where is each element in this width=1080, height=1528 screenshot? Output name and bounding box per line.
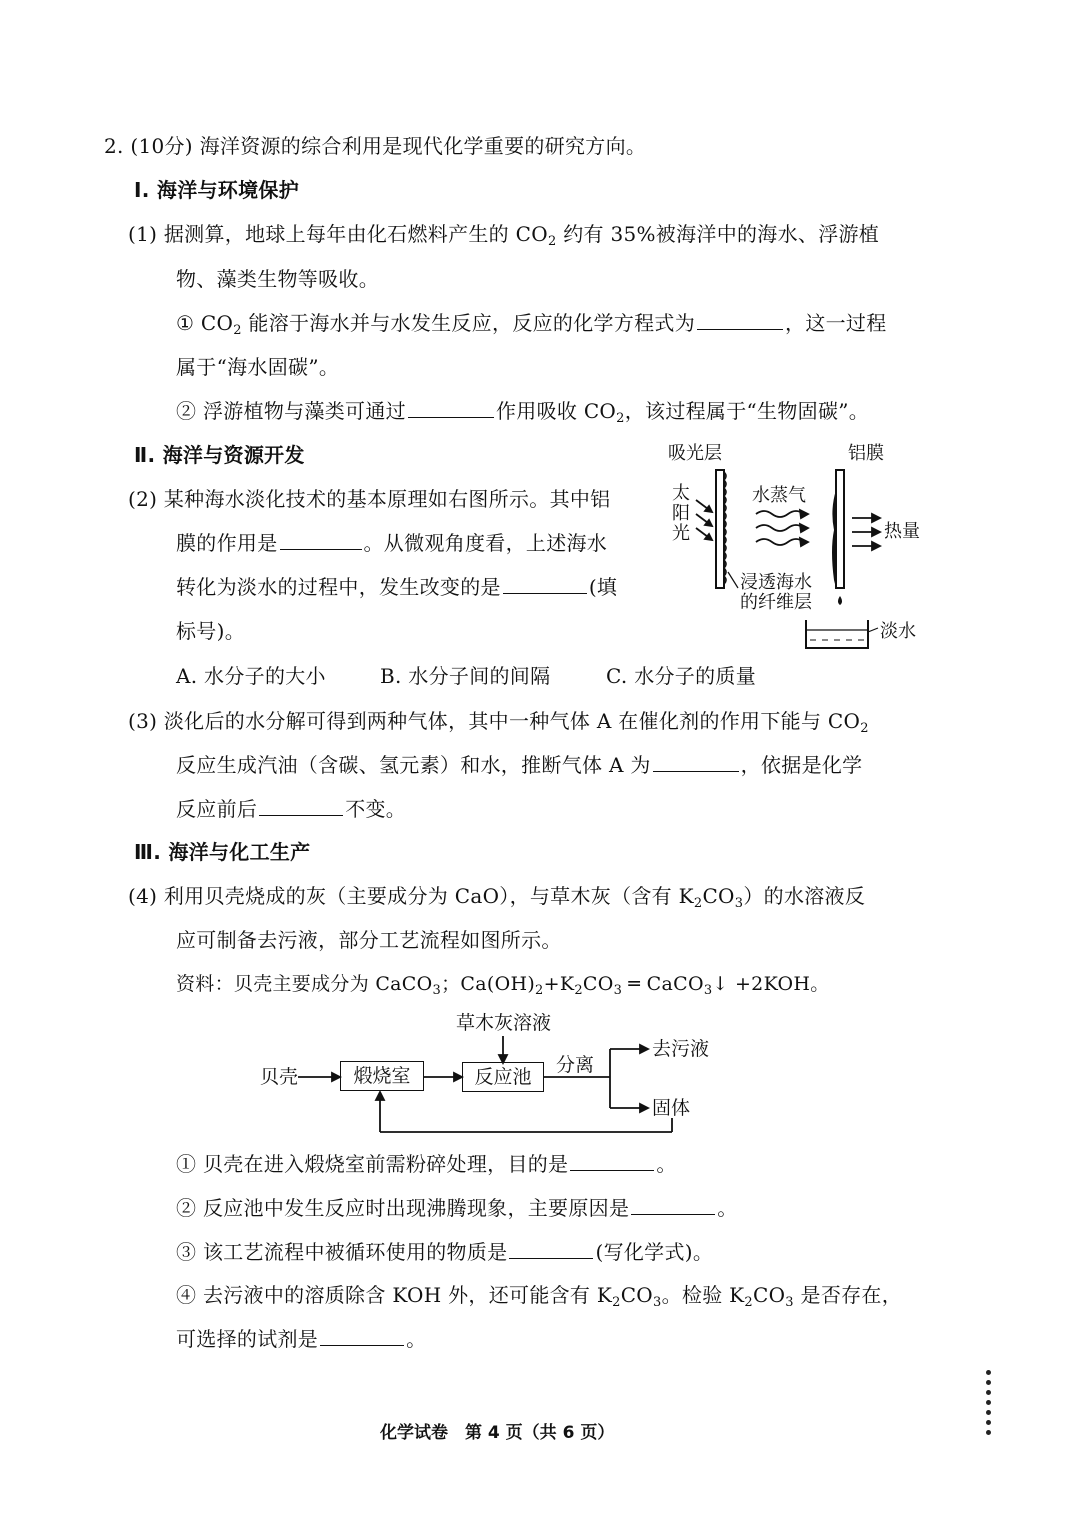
option-c: C. 水分子的质量	[606, 664, 757, 688]
q2-line-1: (2) 某种海水淡化技术的基本原理如右图所示。其中铝	[128, 487, 611, 511]
box-reactor: 反应池	[462, 1062, 544, 1092]
binding-dot	[986, 1420, 991, 1425]
section-3-title: Ⅲ. 海洋与化工生产	[134, 840, 311, 864]
q1-sub-1-line-2: 属于“海水固碳”。	[176, 355, 340, 379]
binding-dot	[986, 1390, 991, 1395]
question-number: 2.	[104, 134, 124, 158]
q4-line-1: (4) 利用贝壳烧成的灰（主要成分为 CaO），与草木灰（含有 $K_2CO_3$）的水溶液反	[128, 884, 866, 911]
q1-sub-1: ① $CO_2$ 能溶于海水并与水发生反应，反应的化学方程式为 ，这一过程	[176, 311, 887, 338]
q4-sub-2: ② 反应池中发生反应时出现沸腾现象，主要原因是 。	[176, 1196, 738, 1220]
option-b: B. 水分子间的间隔	[380, 664, 551, 688]
label-sun-3: 光	[672, 523, 690, 544]
label-sun-1: 太	[672, 483, 690, 504]
q1-line-1: (1) 据测算，地球上每年由化石燃料产生的 $CO_2$ 约有 35%被海洋中的海水、浮游植	[128, 222, 880, 249]
q2-line-2: 膜的作用是 。从微观角度看，上述海水	[176, 531, 608, 555]
label-aluminum-film: 铝膜	[848, 443, 884, 464]
label-fiber-2: 的纤维层	[740, 592, 812, 613]
binding-dot	[986, 1370, 991, 1375]
answer-blank[interactable]	[570, 1152, 654, 1171]
q2-line-3: 转化为淡水的过程中，发生改变的是 (填	[176, 575, 618, 599]
label-heat: 热量	[884, 521, 920, 542]
label-sun-2: 阳	[672, 503, 690, 524]
answer-blank[interactable]	[320, 1327, 404, 1346]
page-footer: 化学试卷 第 4 页（共 6 页）	[380, 1423, 615, 1443]
label-fresh-water: 淡水	[880, 621, 916, 642]
binding-dot	[986, 1410, 991, 1415]
q4-sub-1: ① 贝壳在进入煅烧室前需粉碎处理，目的是 。	[176, 1152, 677, 1176]
q3-line-3: 反应前后 不变。	[176, 797, 407, 821]
label-plant-ash-solution: 草木灰溶液	[456, 1012, 552, 1034]
label-fiber-1: 浸透海水	[740, 572, 812, 593]
q2-line-4: 标号)。	[176, 619, 246, 643]
option-a: A. 水分子的大小	[176, 664, 326, 688]
label-absorb-layer: 吸光层	[668, 443, 722, 464]
section-1-title: Ⅰ. 海洋与环境保护	[134, 178, 300, 202]
answer-blank[interactable]	[631, 1196, 715, 1215]
answer-blank[interactable]	[509, 1240, 593, 1259]
label-vapor: 水蒸气	[752, 485, 806, 506]
q4-sub-3: ③ 该工艺流程中被循环使用的物质是 (写化学式)。	[176, 1240, 714, 1264]
label-detergent: 去污液	[652, 1038, 710, 1060]
label-solid: 固体	[652, 1097, 691, 1119]
label-shell: 贝壳	[260, 1066, 299, 1088]
binding-dot	[986, 1380, 991, 1385]
binding-dot	[986, 1400, 991, 1405]
q1-sub-2: ② 浮游植物与藻类可通过 作用吸收 $CO_2$，该过程属于“生物固碳”。	[176, 399, 870, 426]
section-2-title: Ⅱ. 海洋与资源开发	[134, 443, 305, 467]
q3-line-2: 反应生成汽油（含碳、氢元素）和水，推断气体 A 为 ，依据是化学	[176, 753, 863, 777]
q4-line-2: 应可制备去污液，部分工艺流程如图所示。	[176, 928, 562, 952]
q3-line-1: (3) 淡化后的水分解可得到两种气体，其中一种气体 A 在催化剂的作用下能与 $CO_2$	[128, 709, 869, 736]
q4-sub-4: ④ 去污液中的溶质除含 KOH 外，还可能含有 $K_2CO_3$。检验 $K_2CO_3$ 是否存在，	[176, 1283, 903, 1310]
question-points: (10分)	[130, 134, 193, 158]
binding-dot	[986, 1430, 991, 1435]
reference-info: 资料：贝壳主要成分为 CaCO$_3$；$Ca(OH)_2+K_2CO_3$ ═ CaCO$_3$↓ +2KOH。	[176, 973, 830, 998]
q1-line-2: 物、藻类生物等吸收。	[176, 267, 379, 291]
label-separate: 分离	[556, 1054, 595, 1076]
question-stem: 海洋资源的综合利用是现代化学重要的研究方向。	[199, 134, 647, 158]
q4-sub-4-line-2: 可选择的试剂是 。	[176, 1327, 427, 1351]
box-calciner: 煅烧室	[340, 1061, 424, 1091]
